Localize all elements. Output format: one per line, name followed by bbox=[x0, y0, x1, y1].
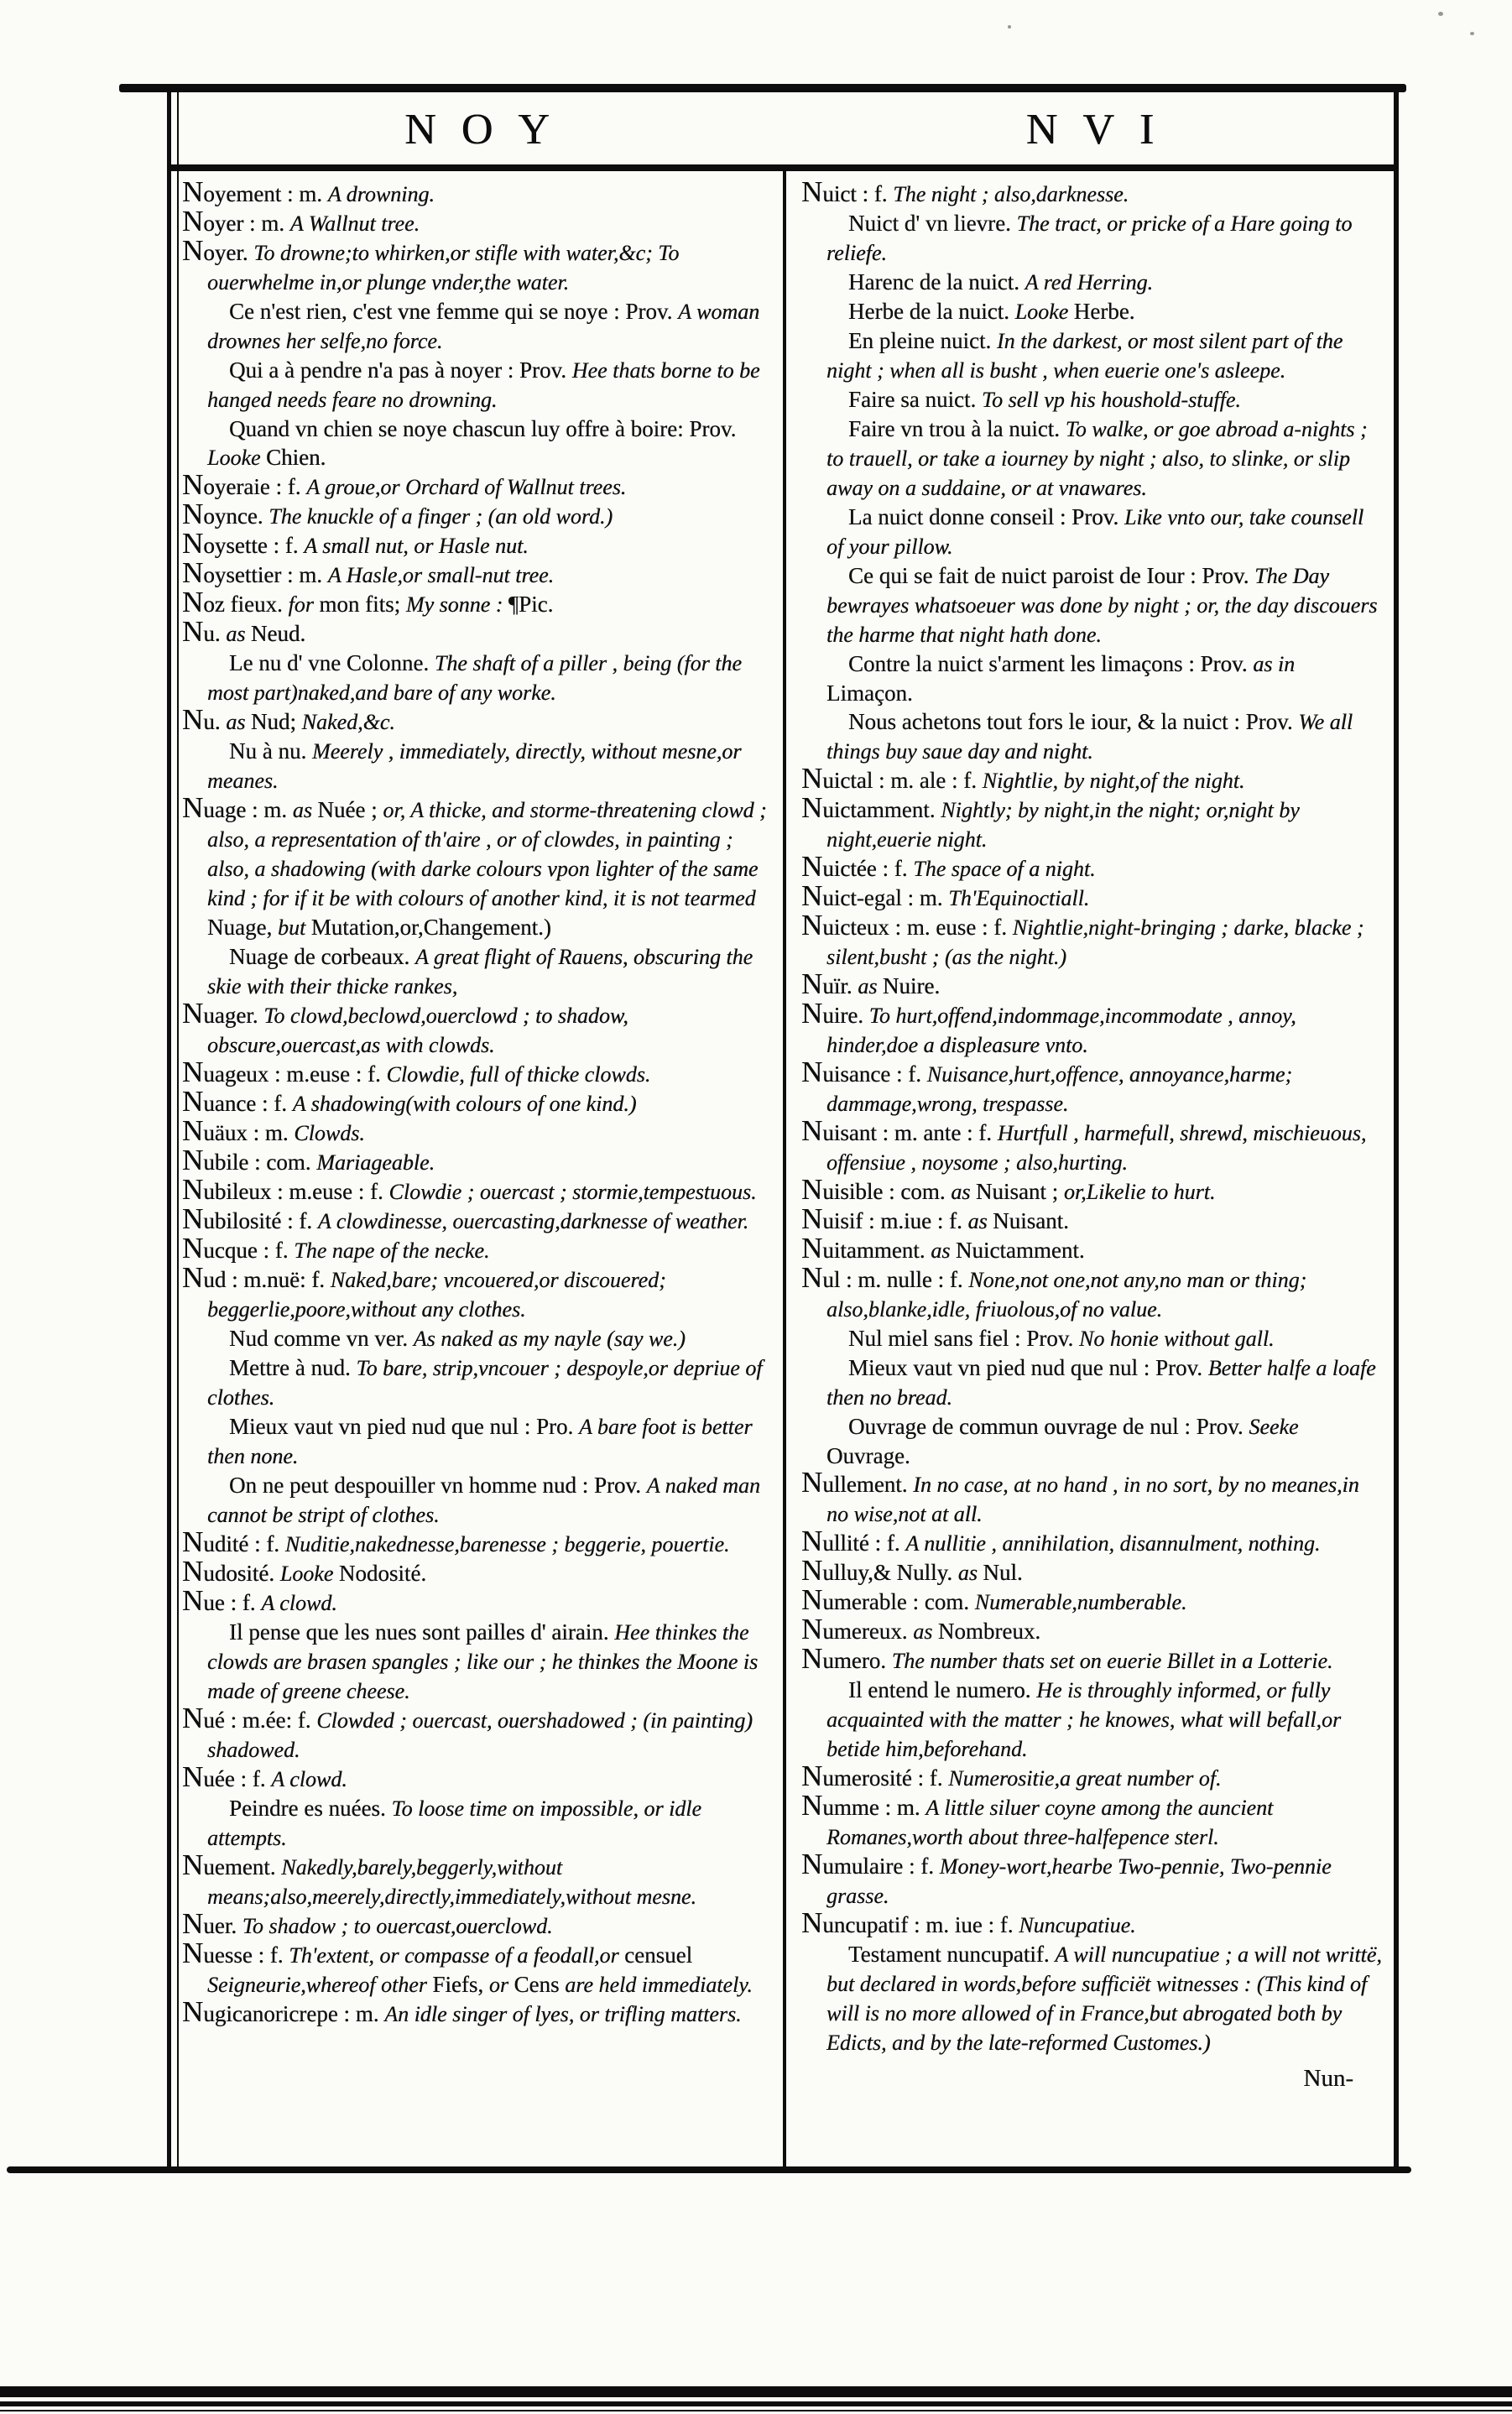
entry-text-segment: Nul : m. nulle : f. bbox=[801, 1261, 969, 1294]
dictionary-entry bbox=[182, 468, 769, 502]
entry-gloss-segment: A clowdinesse, ouercasting,darknesse of weather. bbox=[317, 1209, 749, 1233]
entry-text-segment: Nombreux. bbox=[937, 1619, 1041, 1644]
entry-text-segment: Nuict-egal : m. bbox=[801, 879, 949, 912]
entry-gloss-segment: A clowd. bbox=[261, 1591, 337, 1615]
entry-text-segment: Nul. bbox=[983, 1560, 1023, 1585]
dictionary-entry bbox=[182, 1525, 769, 1559]
entry-text-segment: Limaçon. bbox=[826, 680, 913, 706]
dictionary-entry bbox=[801, 1261, 1382, 1324]
entry-gloss-segment: as bbox=[226, 710, 251, 734]
entry-text-segment: En pleine nuict. bbox=[848, 328, 997, 353]
entry-gloss-segment: Looke bbox=[207, 446, 267, 470]
entry-text-segment: Nubileux : m.euse : f. bbox=[182, 1173, 389, 1206]
entry-text-segment: Nul miel sans fiel : Prov. bbox=[848, 1326, 1079, 1351]
entry-text-segment: Nuicteux : m. euse : f. bbox=[801, 909, 1013, 941]
dictionary-entry bbox=[801, 1642, 1382, 1676]
entry-gloss-segment: The shaft of a piller , being (for the most part)naked,and bare of any worke. bbox=[207, 651, 742, 705]
dictionary-entry bbox=[182, 527, 769, 560]
entry-text-segment: Nuictamment. bbox=[955, 1238, 1085, 1263]
dictionary-entry bbox=[801, 1056, 1382, 1118]
entry-gloss-segment: A little siluer coyne among the auncient Romanes,worth about three-halfepence sterl. bbox=[826, 1796, 1274, 1849]
entry-gloss-segment: A woman drownes her selfe,no force. bbox=[207, 300, 760, 353]
entry-gloss-segment: In no case, at no hand , in no sort, by no meanes,in no wise,not at all. bbox=[826, 1473, 1359, 1526]
entry-text-segment: Il pense que les nues sont pailles d' airain. bbox=[229, 1619, 615, 1645]
entry-text-segment: Nuance : f. bbox=[182, 1085, 293, 1118]
dictionary-entry bbox=[801, 707, 1382, 766]
entry-gloss-segment: or bbox=[488, 1973, 514, 1997]
entry-text-segment: Nulluy,& Nully. bbox=[801, 1554, 958, 1587]
entry-gloss-segment: Nuncupatiue. bbox=[1019, 1913, 1136, 1937]
dictionary-entry bbox=[801, 268, 1382, 297]
entry-gloss-segment: Better halfe a loafe then no bread. bbox=[826, 1356, 1376, 1410]
entry-gloss-segment: Hurtfull , harmefull, shrewd, mischieuous, offensiue , noysome ; also,hurting. bbox=[826, 1121, 1367, 1175]
entry-text-segment: Noysettier : m. bbox=[182, 556, 328, 589]
dictionary-entry bbox=[801, 1554, 1382, 1588]
frame-bottom-rule bbox=[7, 2166, 1411, 2173]
dictionary-entry bbox=[182, 1618, 769, 1706]
entry-gloss-segment: Mariageable. bbox=[316, 1150, 435, 1175]
dictionary-entry bbox=[801, 503, 1382, 561]
entry-gloss-segment: My sonne : bbox=[405, 592, 508, 617]
entry-text-segment: Numerosité : f. bbox=[801, 1760, 949, 1792]
entry-text-segment: Neud. bbox=[250, 621, 306, 646]
entry-text-segment: Nuäux : m. bbox=[182, 1114, 295, 1147]
entry-text-segment: Numulaire : f. bbox=[801, 1848, 940, 1880]
entry-gloss-segment: A shadowing(with colours of one kind.) bbox=[292, 1092, 637, 1116]
entry-gloss-segment: The Day bewrayes whatsoeuer was done by night ; or, the day discouers the harme that night hath done. bbox=[826, 564, 1378, 647]
entry-gloss-segment: Numerable,numberable. bbox=[974, 1590, 1187, 1614]
entry-text-segment: Mieux vaut vn pied nud que nul : Prov. bbox=[848, 1355, 1208, 1380]
entry-gloss-segment: We all things buy saue day and night. bbox=[826, 710, 1353, 764]
running-head-right bbox=[786, 94, 1394, 164]
dictionary-entry bbox=[182, 1995, 769, 2029]
entry-gloss-segment: To clowd,beclowd,ouerclowd ; to shadow, obscure,ouercast,as with clowds. bbox=[207, 1004, 628, 1057]
entry-text-segment: Nuire. bbox=[801, 997, 869, 1030]
entry-gloss-segment: None,not one,not any,no man or thing; also,blanke,idle, friuolous,of no value. bbox=[826, 1268, 1307, 1322]
dictionary-entry bbox=[182, 1412, 769, 1471]
entry-gloss-segment: Meerely , immediately, directly, without mesne,or meanes. bbox=[207, 739, 742, 793]
entry-gloss-segment: To shadow ; to ouercast,ouerclowd. bbox=[242, 1914, 553, 1938]
dictionary-entry bbox=[182, 1232, 769, 1265]
entry-gloss-segment: Like vnto our, take counsell of your pillow. bbox=[826, 505, 1364, 559]
sheet-bottom-rule-thick bbox=[0, 2386, 1512, 2397]
dictionary-entry bbox=[182, 1760, 769, 1794]
entry-gloss-segment: for bbox=[288, 592, 320, 617]
entry-gloss-segment: As naked as my nayle (say we.) bbox=[413, 1327, 686, 1351]
entry-text-segment: Numereux. bbox=[801, 1613, 914, 1645]
entry-gloss-segment: as bbox=[858, 974, 883, 998]
dictionary-entry bbox=[801, 762, 1382, 795]
dictionary-entry bbox=[801, 1232, 1382, 1265]
entry-text-segment: Mettre à nud. bbox=[229, 1355, 357, 1380]
entry-gloss-segment: Nakedly,barely,beggerly,without means;also,meerely,directly,immediately,without mesne. bbox=[207, 1855, 696, 1909]
entry-text-segment: Nuageux : m.euse : f. bbox=[182, 1056, 387, 1088]
entry-gloss-segment: Clowds. bbox=[294, 1121, 365, 1145]
entry-gloss-segment: as bbox=[226, 622, 251, 646]
entry-text-segment: Noyement : m. bbox=[182, 175, 328, 208]
entry-text-segment: Noyeraie : f. bbox=[182, 468, 307, 501]
entry-text-segment: Ce qui se fait de nuict paroist de Iour : Prov. bbox=[848, 563, 1255, 588]
entry-gloss-segment: as in bbox=[1253, 652, 1296, 676]
entry-gloss-segment: Nightlie, by night,of the night. bbox=[982, 769, 1245, 793]
dictionary-entry bbox=[182, 1261, 769, 1324]
entry-text-segment: Nuisant. bbox=[993, 1208, 1069, 1233]
entry-gloss-segment: To loose time on impossible, or idle attempts. bbox=[207, 1796, 702, 1850]
entry-text-segment: Nugicanoricrepe : m. bbox=[182, 1995, 385, 2028]
entry-text-segment: Nu. bbox=[182, 703, 227, 736]
entry-gloss-segment: Seeke bbox=[1249, 1415, 1299, 1439]
entry-text-segment: Nuisant ; bbox=[975, 1179, 1064, 1204]
entry-text-segment: Nuée : f. bbox=[182, 1760, 272, 1793]
entry-gloss-segment: Clowded ; ouercast, ouershadowed ; (in painting) shadowed. bbox=[207, 1708, 753, 1762]
entry-text-segment: Nudosité. bbox=[182, 1555, 280, 1588]
entry-text-segment: Nuictal : m. ale : f. bbox=[801, 762, 983, 795]
entry-gloss-segment: The tract, or pricke of a Hare going to reliefe. bbox=[826, 211, 1353, 265]
dictionary-entry bbox=[182, 1555, 769, 1588]
entry-text-segment: Ce n'est rien, c'est vne femme qui se noye : Prov. bbox=[229, 299, 679, 324]
entry-gloss-segment: Seigneurie,whereof other bbox=[207, 1973, 433, 1997]
dictionary-entry bbox=[801, 385, 1382, 414]
entry-text-segment: Nuitamment. bbox=[801, 1232, 931, 1264]
dictionary-entry bbox=[182, 649, 769, 707]
entry-gloss-segment: as bbox=[931, 1238, 956, 1263]
entry-text-segment: Nud comme vn ver. bbox=[229, 1326, 414, 1351]
dictionary-entry bbox=[801, 879, 1382, 913]
entry-gloss-segment: A red Herring. bbox=[1025, 270, 1154, 295]
dictionary-entry bbox=[801, 297, 1382, 326]
entry-text-segment: Numme : m. bbox=[801, 1789, 926, 1822]
entry-text-segment: Noysette : f. bbox=[182, 527, 305, 560]
dictionary-entry bbox=[801, 967, 1382, 1001]
dictionary-entry bbox=[801, 649, 1382, 707]
entry-gloss-segment: or,Likelie to hurt. bbox=[1063, 1180, 1216, 1204]
dictionary-entry bbox=[182, 1144, 769, 1177]
dictionary-entry bbox=[182, 234, 769, 297]
entry-text-segment: Cens bbox=[514, 1972, 566, 1997]
entry-text-segment: mon fits; bbox=[319, 592, 406, 617]
running-head-left-text: NOY bbox=[404, 105, 575, 154]
entry-text-segment: On ne peut despouiller vn homme nud : Prov. bbox=[229, 1473, 647, 1498]
entry-gloss-segment: as bbox=[292, 798, 318, 822]
dictionary-entry bbox=[182, 1114, 769, 1148]
entry-text-segment: Herbe de la nuict. bbox=[848, 299, 1015, 324]
sheet-bottom-rule-thin bbox=[0, 2410, 1512, 2411]
entry-text-segment: Nuict d' vn lievre. bbox=[848, 211, 1017, 236]
entry-text-segment: Nuer. bbox=[182, 1907, 242, 1940]
dictionary-entry bbox=[801, 1583, 1382, 1617]
entry-gloss-segment: or, A thicke, and storme-threatening clowd ; also, a representation of th'aire , or of clowdes, in painting ; also, a shadowing (with darke colours vpon lighter of the same kind ; for if it be with colours of another kind, it is not tearmed bbox=[207, 798, 767, 910]
dictionary-entry bbox=[182, 615, 769, 649]
dictionary-entry bbox=[182, 498, 769, 531]
dictionary-entry bbox=[182, 175, 769, 209]
entry-text-segment: Nu. bbox=[182, 615, 227, 648]
entry-gloss-segment: The knuckle of a finger ; (an old word.) bbox=[269, 504, 613, 529]
dictionary-entry bbox=[801, 561, 1382, 649]
entry-text-segment: Nuisible : com. bbox=[801, 1173, 952, 1206]
entry-text-segment: Nuict : f. bbox=[801, 175, 894, 208]
entry-text-segment: censuel bbox=[624, 1942, 693, 1968]
entry-text-segment: Chien. bbox=[266, 445, 326, 470]
dictionary-entry bbox=[182, 1794, 769, 1853]
dictionary-entry bbox=[182, 205, 769, 238]
entry-gloss-segment: A drowning. bbox=[327, 182, 435, 206]
running-head-left bbox=[171, 94, 783, 164]
entry-text-segment: Nodosité. bbox=[338, 1561, 427, 1586]
running-head-right-text: NVI bbox=[1025, 105, 1180, 154]
entry-text-segment: Nullité : f. bbox=[801, 1525, 906, 1557]
sheet-bottom-rule-medium bbox=[0, 2401, 1512, 2406]
entry-gloss-segment: To drowne;to whirken,or stifle with water,&c; To ouerwhelme in,or plunge vnder,the water. bbox=[207, 241, 680, 295]
entry-text-segment: Nuisant : m. ante : f. bbox=[801, 1114, 998, 1147]
dictionary-entry bbox=[182, 414, 769, 472]
dictionary-entry bbox=[801, 1202, 1382, 1236]
entry-gloss-segment: A will nuncupatiue ; a will not writtë, but declared in words,before sufficiët witnesses : (This kind of will is no more allowed of in France,but abrogated both by Edicts, and by the late-reformed Customes.) bbox=[826, 1942, 1382, 2055]
entry-text-segment: Nuement. bbox=[182, 1848, 282, 1881]
entry-gloss-segment: A nullitie , annihilation, disannulment, nothing. bbox=[905, 1531, 1321, 1556]
entry-text-segment: Nue : f. bbox=[182, 1584, 262, 1617]
entry-text-segment: Faire vn trou à la nuict. bbox=[848, 416, 1066, 441]
entry-gloss-segment: Money-wort,hearbe Two-pennie, Two-pennie grasse. bbox=[826, 1854, 1332, 1908]
dictionary-entry bbox=[801, 1412, 1382, 1470]
entry-text-segment: Nubile : com. bbox=[182, 1144, 317, 1176]
entry-gloss-segment: To hurt,offend,indommage,incommodate , annoy, hinder,doe a displeasure vnto. bbox=[826, 1004, 1296, 1057]
column-divider bbox=[783, 171, 786, 2168]
entry-gloss-segment: A naked man cannot be stript of clothes. bbox=[207, 1473, 760, 1527]
entry-text-segment: Fiefs, bbox=[432, 1972, 489, 1997]
entry-text-segment: Quand vn chien se noye chascun luy offre à boire: Prov. bbox=[229, 416, 737, 441]
dictionary-entry bbox=[801, 175, 1382, 209]
dictionary-entry bbox=[182, 997, 769, 1060]
dictionary-entry bbox=[182, 1324, 769, 1353]
entry-text-segment: Nubilosité : f. bbox=[182, 1202, 318, 1235]
dictionary-entry bbox=[182, 1907, 769, 1941]
entry-text-segment: Ouvrage de commun ouvrage de nul : Prov. bbox=[848, 1414, 1249, 1439]
entry-text-segment: Noynce. bbox=[182, 498, 269, 530]
ink-speck bbox=[1008, 25, 1011, 29]
entry-gloss-segment: A clowd. bbox=[271, 1767, 347, 1791]
entry-gloss-segment: A Hasle,or small-nut tree. bbox=[327, 563, 555, 587]
entry-gloss-segment: Hee thinkes the clowds are brasen spangles ; like our ; he thinkes the Moone is made of greene cheese. bbox=[207, 1620, 759, 1703]
entry-gloss-segment: as bbox=[967, 1209, 993, 1233]
entry-text-segment: Noz fieux. bbox=[182, 586, 289, 618]
dictionary-entry bbox=[182, 1702, 769, 1765]
column-right-entries bbox=[801, 175, 1382, 2057]
dictionary-entry bbox=[801, 1940, 1382, 2057]
entry-text-segment: Nuictamment. bbox=[801, 791, 941, 824]
entry-gloss-segment: The number thats set on euerie Billet in a Lotterie. bbox=[891, 1649, 1333, 1673]
entry-text-segment: Nué : m.ée: f. bbox=[182, 1702, 317, 1734]
entry-gloss-segment: Looke bbox=[1014, 300, 1074, 324]
entry-gloss-segment: In the darkest, or most silent part of the night ; when all is busht , when euerie one's asleepe. bbox=[826, 329, 1343, 383]
entry-gloss-segment: Numerositie,a great number of. bbox=[948, 1766, 1222, 1791]
dictionary-entry bbox=[182, 737, 769, 795]
entry-text-segment: Nuisance : f. bbox=[801, 1056, 927, 1088]
entry-text-segment: Nuage, bbox=[207, 915, 278, 940]
dictionary-entry bbox=[182, 942, 769, 1001]
dictionary-entry bbox=[801, 1848, 1382, 1911]
entry-text-segment: Nuïr. bbox=[801, 967, 858, 1000]
dictionary-entry bbox=[801, 1353, 1382, 1412]
entry-text-segment: Ouvrage. bbox=[826, 1443, 910, 1468]
dictionary-entry bbox=[182, 1584, 769, 1618]
entry-text-segment: Nud : m.nuë: f. bbox=[182, 1261, 331, 1294]
dictionary-entry bbox=[182, 586, 769, 619]
entry-text-segment: Noyer : m. bbox=[182, 205, 290, 237]
dictionary-entry bbox=[182, 703, 769, 737]
entry-gloss-segment: Hee thats borne to be hanged needs feare no drowning. bbox=[207, 358, 760, 412]
entry-text-segment: Herbe. bbox=[1073, 299, 1135, 324]
entry-gloss-segment: Nightly; by night,in the night; or,night by night,euerie night. bbox=[826, 798, 1300, 852]
entry-text-segment: Nuisif : m.iue : f. bbox=[801, 1202, 968, 1235]
dictionary-entry bbox=[801, 850, 1382, 884]
entry-text-segment: Nud; bbox=[250, 709, 302, 734]
entry-gloss-segment: are held immediately. bbox=[565, 1973, 753, 1997]
entry-gloss-segment: The nape of the necke. bbox=[294, 1238, 490, 1263]
entry-gloss-segment: To sell vp his houshold-stuffe. bbox=[981, 388, 1241, 412]
frame-right-border bbox=[1394, 87, 1399, 2172]
dictionary-entry bbox=[182, 556, 769, 590]
frame-left-border-inner bbox=[177, 87, 179, 2172]
dictionary-entry bbox=[182, 297, 769, 356]
entry-text-segment: ¶Pic. bbox=[508, 592, 554, 617]
ink-speck bbox=[1438, 12, 1443, 16]
entry-gloss-segment: The night ; also,darknesse. bbox=[893, 182, 1129, 206]
entry-text-segment: Nucque : f. bbox=[182, 1232, 295, 1264]
catchword: Nun- bbox=[1303, 2065, 1353, 2092]
entry-gloss-segment: Naked,bare; vncouered,or discouered; beggerlie,poore,without any clothes. bbox=[207, 1268, 666, 1322]
entry-gloss-segment: Nuisance,hurt,offence, annoyance,harme; dammage,wrong, trespasse. bbox=[826, 1062, 1293, 1116]
dictionary-entry bbox=[182, 1173, 769, 1207]
dictionary-entry bbox=[182, 1848, 769, 1911]
entry-text-segment: Nuesse : f. bbox=[182, 1937, 289, 1969]
entry-gloss-segment: Naked,&c. bbox=[301, 710, 395, 734]
entry-gloss-segment: A groue,or Orchard of Wallnut trees. bbox=[306, 475, 627, 499]
entry-text-segment: Nuée ; bbox=[317, 797, 383, 822]
frame-top-rule bbox=[119, 84, 1406, 92]
entry-text-segment: Numerable : com. bbox=[801, 1583, 975, 1616]
entry-text-segment: Peindre es nuées. bbox=[229, 1796, 392, 1821]
entry-gloss-segment: Clowdie, full of thicke clowds. bbox=[386, 1062, 651, 1087]
entry-text-segment: Nullement. bbox=[801, 1466, 914, 1499]
frame-left-border-outer bbox=[167, 87, 171, 2172]
dictionary-entry bbox=[801, 791, 1382, 854]
dictionary-entry bbox=[801, 1173, 1382, 1207]
dictionary-entry bbox=[182, 1353, 769, 1412]
entry-gloss-segment: A great flight of Rauens, obscuring the skie with their thicke rankes, bbox=[207, 945, 753, 998]
entry-gloss-segment: A small nut, or Hasle nut. bbox=[304, 534, 529, 558]
entry-text-segment: Nous achetons tout fors le iour, & la nuict : Prov. bbox=[848, 709, 1299, 734]
dictionary-entry bbox=[182, 1471, 769, 1530]
entry-gloss-segment: To walke, or goe abroad a-nights ; to trauell, or take a iourney by night ; also, to slinke, or slip away on a suddaine, or at vnawares. bbox=[826, 417, 1368, 500]
entry-text-segment: Nuager. bbox=[182, 997, 264, 1030]
dictionary-entry bbox=[801, 414, 1382, 503]
header-separator-rule bbox=[171, 164, 1396, 171]
entry-text-segment: Contre la nuict s'arment les limaçons : Prov. bbox=[848, 651, 1254, 676]
entry-gloss-segment: as bbox=[957, 1561, 983, 1585]
dictionary-entry bbox=[801, 997, 1382, 1060]
entry-gloss-segment: No honie without gall. bbox=[1078, 1327, 1275, 1351]
entry-gloss-segment: He is throughly informed, or fully acquainted with the matter ; he knowes, what will befall,or betide him,beforehand. bbox=[826, 1678, 1342, 1761]
dictionary-entry bbox=[801, 1525, 1382, 1558]
dictionary-entry bbox=[182, 1056, 769, 1089]
entry-text-segment: Nuncupatif : m. iue : f. bbox=[801, 1906, 1019, 1939]
dictionary-entry bbox=[801, 909, 1382, 972]
entry-gloss-segment: Th'Equinoctiall. bbox=[948, 886, 1090, 910]
entry-gloss-segment: but bbox=[277, 915, 311, 940]
dictionary-entry bbox=[801, 1324, 1382, 1353]
dictionary-entry bbox=[801, 1613, 1382, 1646]
dictionary-entry bbox=[801, 209, 1382, 268]
entry-gloss-segment: An idle singer of lyes, or trifling matters. bbox=[384, 2002, 742, 2026]
entry-text-segment: Nuire. bbox=[882, 973, 941, 998]
dictionary-entry bbox=[801, 1114, 1382, 1177]
entry-gloss-segment: A Wallnut tree. bbox=[289, 211, 420, 236]
column-left-entries bbox=[182, 175, 769, 2029]
dictionary-entry bbox=[182, 1202, 769, 1236]
entry-gloss-segment: Looke bbox=[279, 1562, 339, 1586]
entry-text-segment: Testament nuncupatif. bbox=[848, 1942, 1056, 1967]
dictionary-entry bbox=[801, 1676, 1382, 1764]
entry-text-segment: Mieux vaut vn pied nud que nul : Pro. bbox=[229, 1414, 579, 1439]
column-right bbox=[801, 175, 1382, 2093]
dictionary-entry bbox=[801, 1906, 1382, 1940]
dictionary-entry bbox=[801, 1789, 1382, 1852]
dictionary-entry bbox=[801, 1760, 1382, 1793]
entry-text-segment: Harenc de la nuict. bbox=[848, 269, 1025, 295]
entry-text-segment: Le nu d' vne Colonne. bbox=[229, 650, 435, 675]
entry-text-segment: La nuict donne conseil : Prov. bbox=[848, 504, 1124, 529]
entry-text-segment: Noyer. bbox=[182, 234, 254, 267]
dictionary-entry bbox=[182, 356, 769, 414]
entry-text-segment: Qui a à pendre n'a pas à noyer : Prov. bbox=[229, 357, 572, 383]
entry-text-segment: Il entend le numero. bbox=[848, 1677, 1037, 1702]
entry-gloss-segment: Nightlie,night-bringing ; darke, blacke ; silent,busht ; (as the night.) bbox=[826, 915, 1364, 969]
entry-gloss-segment: Nuditie,nakednesse,barenesse ; beggerie, pouertie. bbox=[284, 1532, 730, 1556]
entry-text-segment: Faire sa nuict. bbox=[848, 387, 982, 412]
entry-text-segment: Nu à nu. bbox=[229, 738, 312, 764]
entry-gloss-segment: Clowdie ; ouercast ; stormie,tempestuous. bbox=[388, 1180, 757, 1204]
entry-text-segment: Mutation,or,Changement.) bbox=[310, 915, 551, 940]
entry-gloss-segment: as bbox=[913, 1619, 938, 1644]
entry-gloss-segment: To bare, strip,vncouer ; despoyle,or depriue of clothes. bbox=[207, 1356, 763, 1410]
entry-gloss-segment: A bare foot is better then none. bbox=[207, 1415, 753, 1468]
entry-gloss-segment: Th'extent, or compasse of a feodall,or bbox=[289, 1943, 625, 1968]
dictionary-entry bbox=[801, 1466, 1382, 1529]
dictionary-entry bbox=[182, 791, 769, 942]
column-left bbox=[182, 175, 769, 2029]
dictionary-entry bbox=[182, 1085, 769, 1118]
dictionary-entry bbox=[801, 326, 1382, 385]
entry-text-segment: Nudité : f. bbox=[182, 1525, 285, 1558]
ink-speck bbox=[1470, 32, 1474, 35]
entry-gloss-segment: The space of a night. bbox=[913, 857, 1096, 881]
entry-text-segment: Numero. bbox=[801, 1642, 892, 1675]
dictionary-entry bbox=[182, 1937, 769, 2000]
entry-text-segment: Nuage : m. bbox=[182, 791, 293, 824]
entry-text-segment: Nuictée : f. bbox=[801, 850, 914, 883]
entry-text-segment: Nuage de corbeaux. bbox=[229, 944, 415, 969]
entry-gloss-segment: as bbox=[951, 1180, 976, 1204]
